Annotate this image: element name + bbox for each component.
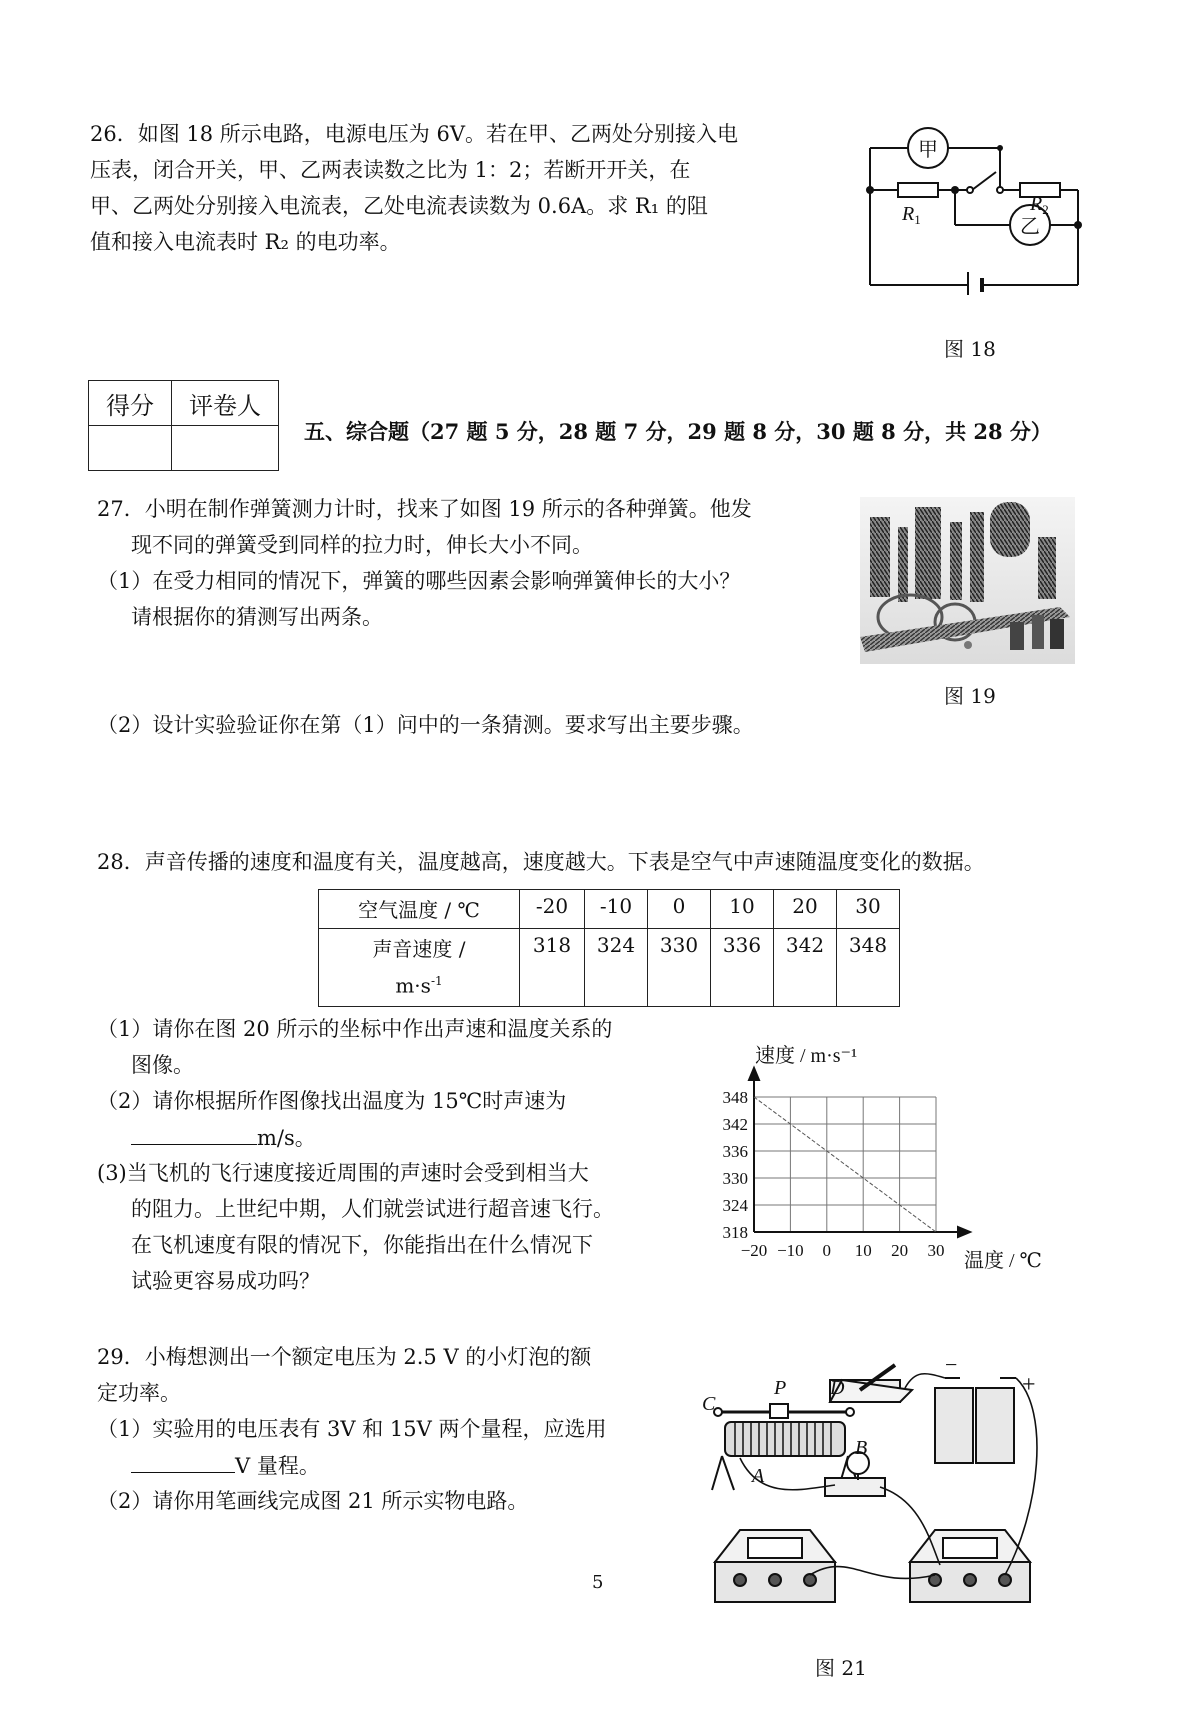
rheostat-label-b: B — [855, 1437, 868, 1459]
q28-line-2: 图像。 — [131, 1053, 194, 1077]
grader-header: 评卷人 — [172, 381, 279, 426]
score-table — [88, 380, 279, 471]
table-cell: 342 — [774, 929, 837, 1007]
q29-answer-blank[interactable] — [131, 1448, 235, 1473]
table-cell: 20 — [774, 890, 837, 929]
q28-line-5: (3)当飞机的飞行速度接近周围的声速时会受到相当大 — [97, 1161, 589, 1185]
q28-line-1: （1）请你在图 20 所示的坐标中作出声速和温度关系的 — [97, 1017, 613, 1041]
q29-line-4 — [131, 1448, 320, 1483]
y-tick-label: 348 — [722, 1088, 748, 1107]
x-tick-label: −20 — [740, 1241, 768, 1260]
x-tick-label: 0 — [822, 1241, 832, 1260]
figure-20-chart — [706, 1032, 1076, 1272]
table-cell: 10 — [711, 890, 774, 929]
table-cell: 318 — [520, 929, 585, 1007]
battery-minus-label: − — [945, 1352, 958, 1377]
r1-label: $R_1$ — [902, 203, 921, 227]
table-cell: 324 — [585, 929, 648, 1007]
q28-line-7: 在飞机速度有限的情况下，你能指出在什么情况下 — [131, 1233, 593, 1257]
figure-19-caption: 图 19 — [944, 684, 996, 708]
y-tick-label: 318 — [722, 1223, 748, 1242]
figure-18-caption: 图 18 — [944, 337, 996, 361]
q26-line-3: 甲、乙两处分别接入电流表，乙处电流表读数为 0.6A。求 R₁ 的阻 — [90, 194, 708, 218]
rheostat-label-a: A — [752, 1465, 765, 1487]
q27-line-3: （1）在受力相同的情况下，弹簧的哪些因素会影响弹簧伸长的大小？ — [97, 569, 741, 593]
meter-jia-label: 甲 — [918, 139, 938, 161]
section-5-title: 五、综合题（27 题 5 分，28 题 7 分，29 题 8 分，30 题 8 分，共 28 分） — [304, 419, 1052, 444]
q28-line-8: 试验更容易成功吗？ — [131, 1269, 320, 1293]
rheostat-label-c: C — [702, 1393, 716, 1415]
q27-line-4: 请根据你的猜测写出两条。 — [131, 605, 383, 629]
table-cell: 0 — [648, 890, 711, 929]
sound-speed-table — [318, 889, 900, 1007]
y-tick-label: 342 — [722, 1115, 748, 1134]
q29-line-3: （1）实验用的电压表有 3V 和 15V 两个量程，应选用 — [97, 1417, 607, 1441]
score-header: 得分 — [89, 381, 172, 426]
table-cell: -10 — [585, 890, 648, 929]
figure-19-springs-image — [860, 497, 1075, 664]
x-axis-arrow — [958, 1227, 970, 1237]
r2-label: $R_2$ — [1030, 193, 1049, 217]
table-row-label — [319, 929, 520, 1007]
x-tick-label: 10 — [854, 1241, 872, 1260]
table-cell: 336 — [711, 929, 774, 1007]
q27-line-2: 现不同的弹簧受到同样的拉力时，伸长大小不同。 — [131, 533, 593, 557]
y-tick-label: 330 — [722, 1169, 748, 1188]
q28-intro: 28．声音传播的速度和温度有关，温度越高，速度越大。下表是空气中声速随温度变化的数据。 — [97, 850, 985, 874]
speed-label-unit: m·s — [395, 973, 431, 998]
q26-line-1: 26．如图 18 所示电路，电源电压为 6V。若在甲、乙两处分别接入电 — [90, 122, 738, 146]
q29-line-5: （2）请你用笔画线完成图 21 所示实物电路。 — [97, 1489, 529, 1513]
x-tick-label: 30 — [927, 1241, 945, 1260]
q28-answer-blank[interactable] — [131, 1120, 257, 1145]
q29-line-2: 定功率。 — [97, 1381, 181, 1405]
x-tick-label: 20 — [891, 1241, 909, 1260]
q27-line-5: （2）设计实验验证你在第（1）问中的一条猜测。要求写出主要步骤。 — [97, 713, 754, 737]
rheostat-label-d: D — [830, 1377, 845, 1399]
grader-cell[interactable] — [172, 426, 279, 471]
table-cell: 30 — [837, 890, 900, 929]
q28-line-3: （2）请你根据所作图像找出温度为 15℃时声速为 — [97, 1089, 567, 1113]
table-cell: 348 — [837, 929, 900, 1007]
x-axis-label: 温度 / ℃ — [964, 1250, 1042, 1272]
y-tick-label: 324 — [722, 1196, 748, 1215]
y-tick-label: 336 — [722, 1142, 748, 1161]
q29-line-1: 29．小梅想测出一个额定电压为 2.5 V 的小灯泡的额 — [97, 1345, 592, 1369]
battery-plus-label: + — [1022, 1372, 1036, 1398]
score-cell[interactable] — [89, 426, 172, 471]
q27-line-1: 27．小明在制作弹簧测力计时，找来了如图 19 所示的各种弹簧。他发 — [97, 497, 752, 521]
table-row-speed — [319, 929, 900, 1007]
series-line — [754, 1097, 936, 1232]
y-axis-label: 速度 / m·s⁻¹ — [755, 1045, 858, 1067]
x-tick-label: −10 — [777, 1241, 804, 1260]
table-row-temperature — [319, 890, 900, 929]
q28-blank-unit: m/s。 — [257, 1126, 316, 1150]
speed-label-sup: -1 — [430, 974, 443, 988]
q26-line-2: 压表，闭合开关，甲、乙两表读数之比为 1：2；若断开开关，在 — [90, 158, 691, 182]
table-row-label: 空气温度 / ℃ — [319, 890, 520, 929]
rheostat-label-p: P — [774, 1377, 787, 1399]
q29-blank-unit: V 量程。 — [235, 1454, 320, 1478]
table-cell: -20 — [520, 890, 585, 929]
q26-line-4: 值和接入电流表时 R₂ 的电功率。 — [90, 230, 401, 254]
speed-label-a: 声音速度 / — [372, 937, 466, 961]
q28-line-6: 的阻力。上世纪中期，人们就尝试进行超音速飞行。 — [131, 1197, 614, 1221]
q28-line-4 — [131, 1120, 316, 1155]
page-number: 5 — [592, 1572, 604, 1593]
figure-18-circuit — [860, 120, 1100, 295]
meter-yi-label: 乙 — [1020, 216, 1040, 238]
y-axis-arrow — [749, 1068, 759, 1080]
figure-21-caption: 图 21 — [815, 1656, 867, 1680]
figure-21-apparatus — [700, 1350, 1100, 1640]
table-cell: 330 — [648, 929, 711, 1007]
